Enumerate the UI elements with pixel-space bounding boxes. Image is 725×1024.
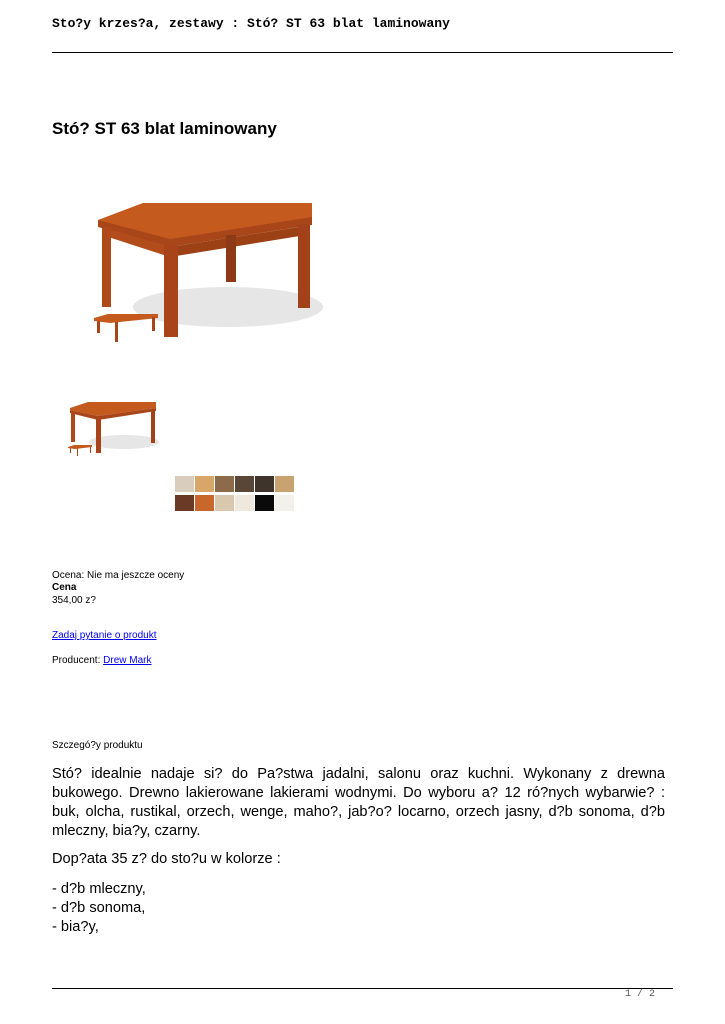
details-body — [52, 765, 665, 841]
producer-label: Producent: — [52, 655, 104, 666]
color-swatch — [235, 476, 254, 492]
product-main-image — [88, 195, 323, 355]
color-swatch — [215, 495, 234, 511]
color-swatch — [195, 495, 214, 511]
color-swatch — [255, 476, 274, 492]
color-swatch — [215, 476, 234, 492]
footer-rule — [52, 988, 673, 989]
list-item: - d?b sonoma, — [52, 900, 146, 916]
color-swatch — [235, 495, 254, 511]
color-swatch — [175, 476, 194, 492]
color-swatch — [255, 495, 274, 511]
header-rule — [52, 52, 673, 53]
page-number: 1 / 2 — [624, 989, 655, 1000]
details-paragraph-2-wrap — [52, 850, 665, 869]
swatch-row-1 — [175, 476, 295, 492]
swatch-row-2 — [175, 495, 295, 511]
color-surcharge-list — [52, 880, 665, 937]
producer-link[interactable]: Drew Mark — [103, 655, 152, 666]
color-swatch — [275, 495, 294, 511]
producer-line — [52, 655, 152, 667]
ask-question-line — [52, 630, 157, 642]
color-swatch — [275, 476, 294, 492]
color-swatch — [175, 495, 194, 511]
product-thumbnail-image — [66, 398, 161, 460]
color-swatches — [175, 476, 295, 518]
page-header-title: Sto?y krzes?a, zestawy : Stó? ST 63 blat laminowany — [52, 16, 450, 31]
color-swatch — [195, 476, 214, 492]
details-paragraph-2: Dop?ata 35 z? do sto?u w kolorze : — [52, 851, 281, 867]
rating-text: Ocena: Nie ma jeszcze oceny — [52, 570, 185, 581]
list-item: - bia?y, — [52, 919, 99, 935]
product-title: Stó? ST 63 blat laminowany — [52, 119, 277, 138]
list-item: - d?b mleczny, — [52, 881, 146, 897]
price-label-text: Cena — [52, 582, 77, 593]
details-paragraph-1: Stó? idealnie nadaje si? do Pa?stwa jadalni, salonu oraz kuchni. Wykonany z drewna bukowego. Drewno lakierowane lakierami wodnymi. Do wyboru a? 12 ró?nych wybarwie? : buk, olcha, rustikal, orzech, wenge, maho?, jab?o? locarno, orzech jasny, d?b sonoma, d?b mleczny, bia?y, czarny. — [52, 766, 665, 839]
price-value: 354,00 z? — [52, 595, 96, 606]
details-heading: Szczegó?y produktu — [52, 740, 143, 751]
price-label — [52, 582, 76, 594]
ask-question-link[interactable]: Zadaj pytanie o produkt — [52, 630, 157, 641]
